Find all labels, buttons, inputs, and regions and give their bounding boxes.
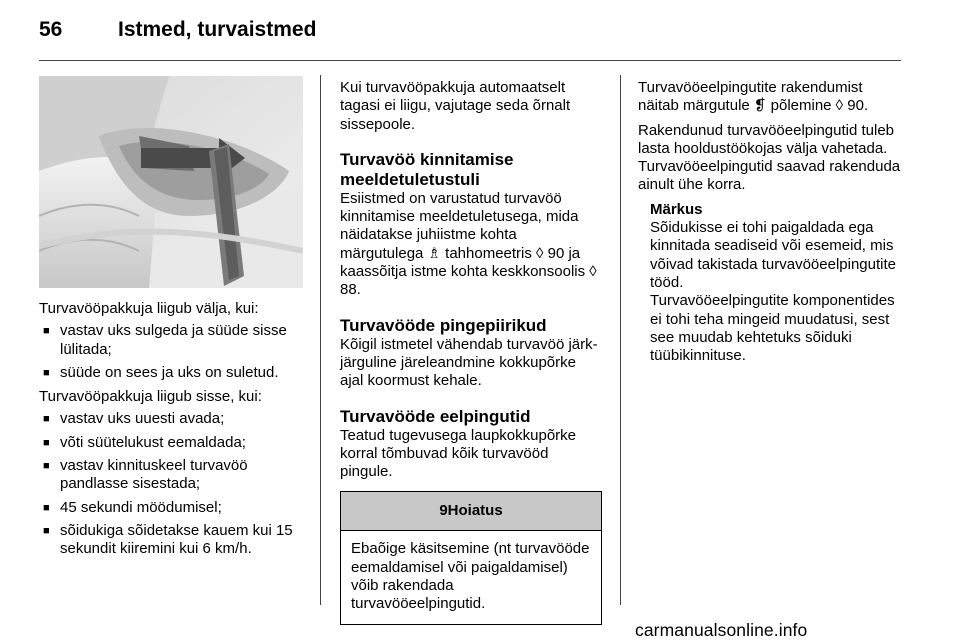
list-item: ■ vastav kinnituskeel turvavöö pandlasse sisestada;: [39, 457, 304, 494]
note-text-2: Turvavööeelpingutite komponentides ei tohi teha mingeid muudatusi, sest see muudab kehtetuks sõiduki tüübikinnituse.: [650, 292, 895, 365]
list-item: ■ vastav uks uuesti avada;: [39, 410, 304, 428]
seatbelt-presenter-drawing: [39, 76, 303, 288]
presenter-in-intro: Turvavööpakkuja liigub sisse, kui:: [39, 388, 262, 406]
page-title: Istmed, turvaistmed: [118, 18, 317, 41]
list-item: ■ süüde on sees ja uks on suletud.: [39, 364, 304, 382]
presenter-in-list: [39, 410, 304, 558]
pretensioner-replacement-text: Rakendunud turvavööeelpingutid tuleb lasta hooldustöökojas välja vahetada. Turvavööeelpingutid saavad rakenduda ainult ühe korra.: [638, 121, 901, 194]
list-item: ■ 45 sekundi möödumisel;: [39, 499, 304, 517]
list-item: ■ vastav uks sulgeda ja süüde sisse lülitada;: [39, 322, 304, 359]
reminder-heading: Turvavöö kinnitamise meeldetuletustuli: [340, 149, 514, 189]
column-1: [39, 300, 304, 565]
note-title: Märkus: [650, 200, 703, 218]
presenter-out-intro: Turvavööpakkuja liigub välja, kui:: [39, 300, 259, 317]
seatbelt-presenter-illustration: [39, 76, 303, 288]
warning-box: [340, 491, 602, 624]
column-3: [638, 79, 903, 365]
list-item: ■ sõidukiga sõidetakse kauem kui 15 sekundit kiiremini kui 6 km/h.: [39, 522, 304, 559]
tensioner-text: Teatud tugevusega laupkokkupõrke korral tõmbuvad kõik turvavööd pingule.: [340, 426, 577, 481]
pretensioner-text: Kõigil istmetel vähendab turvavöö järk-järguline järeleandmine kokkupõrke ajal koormust kehale.: [340, 335, 598, 390]
list-item: ■ võti süütelukust eemaldada;: [39, 434, 304, 452]
note-text-1: Sõidukisse ei tohi paigaldada ega kinnitada seadiseid või esemeid, mis võivad takistada turvavööeelpingutite tööd.: [650, 219, 896, 291]
warning-title: Hoiatus: [447, 502, 503, 520]
warning-text: Ebaõige käsitsemine (nt turvavööde eemaldamisel või paigaldamisel) võib rakendada turvavööeelpingutid.: [351, 540, 590, 613]
warning-header: [341, 492, 601, 531]
watermark: carmanualsonline.info: [635, 620, 808, 640]
pretensioner-heading: Turvavööde pingepiirikud: [340, 315, 547, 335]
column-2: [340, 79, 602, 625]
page-number: 56: [39, 18, 63, 41]
tensioner-heading: Turvavööde eelpingutid: [340, 406, 531, 426]
pretensioner-indicator-text: Turvavööeelpingutite rakendumist näitab märgutule ❡ põlemine ◊ 90.: [638, 79, 869, 115]
reminder-text: Esiistmed on varustatud turvavöö kinnitamise meeldetuletusega, mida näidatakse juhiistme kohta märgutulega ♗ tahhomeetris ◊ 90 ja kaassõitja istme kohta keskkonsoolis ◊ 88.: [340, 189, 597, 299]
header-rule: [39, 60, 901, 61]
column-divider-1: [320, 75, 321, 605]
note-block: [638, 201, 903, 366]
presenter-return-text: Kui turvavööpakkuja automaatselt tagasi ei liigu, vajutage seda õrnalt sissepoole.: [340, 79, 571, 133]
warning-icon: 9: [439, 502, 448, 520]
column-divider-2: [620, 75, 621, 605]
presenter-out-list: [39, 322, 304, 382]
